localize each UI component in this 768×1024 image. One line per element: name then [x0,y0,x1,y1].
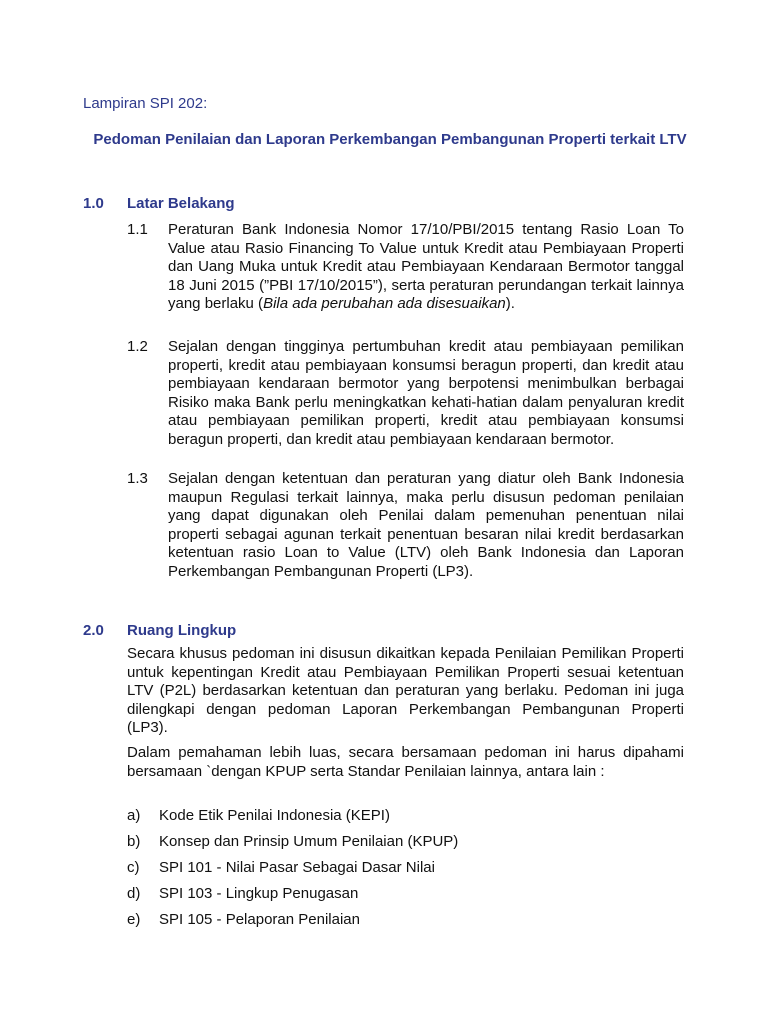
item-1-1-tail: ). [505,295,515,313]
item-1-3-number: 1.3 [127,470,148,487]
list-item-c-letter: c) [127,859,140,876]
section-2-number: 2.0 [83,622,104,639]
section-2-paragraph-1: Secara khusus pedoman ini disusun dikaitkan kepada Penilaian Pemilikan Properti untuk kepentingan Kredit atau Pembiayaan Pemilikan Properti sesuai ketentuan LTV (P2L) berdasarkan ketentuan dan peraturan yang berlaku. Pedoman ini juga dilengkapi dengan pedoman Laporan Perkembangan Pembangunan Properti (LP3). [127,645,684,737]
section-1-title: Latar Belakang [127,195,235,212]
section-1-number: 1.0 [83,195,104,212]
item-1-1-text [168,221,684,314]
section-2-paragraph-2: Dalam pemahaman lebih luas, secara bersamaan pedoman ini harus dipahami bersamaan `dengan KPUP serta Standar Penilaian lainnya, antara lain : [127,744,684,780]
item-1-2-number: 1.2 [127,338,148,355]
item-1-2-text: Sejalan dengan tingginya pertumbuhan kredit atau pembiayaan pemilikan properti, kredit atau pembiayaan konsumsi beragun properti, dan kredit atau pembiayaan kendaraan bermotor yang berpotensi menimbulkan berbagai Risiko maka Bank perlu meningkatkan kehati-hatian dalam penyaluran kredit atau pembiayaan pemilikan properti, kredit atau pembiayaan konsumsi beragun properti, dan kredit atau pembiayaan kendaraan bermotor. [168,338,684,448]
item-1-1-body: Peraturan Bank Indonesia Nomor 17/10/PBI/2015 tentang Rasio Loan To Value atau Rasio Financing To Value untuk Kredit atau Pembiayaan Properti dan Uang Muka untuk Kredit atau Pembiayaan Kendaraan Bermotor tanggal 18 Juni 2015 (”PBI 17/10/2015”), serta peraturan perundangan terkait lainnya yang berlaku ( [168,221,684,313]
list-item-b-letter: b) [127,833,141,850]
section-2-title: Ruang Lingkup [127,622,237,639]
list-item-d-letter: d) [127,885,141,902]
list-item-e-text: SPI 105 - Pelaporan Penilaian [159,911,360,928]
list-item-d-text: SPI 103 - Lingkup Penugasan [159,885,359,902]
document-title: Pedoman Penilaian dan Laporan Perkembangan Pembangunan Properti terkait LTV [93,131,687,148]
item-1-3-text: Sejalan dengan ketentuan dan peraturan yang diatur oleh Bank Indonesia maupun Regulasi terkait lainnya, maka perlu disusun pedoman penilaian yang dapat digunakan oleh Penilai dalam pemenuhan penentuan nilai properti sebagai agunan terkait penentuan besaran nilai kredit berdasarkan ketentuan rasio Loan to Value (LTV) oleh Bank Indonesia dan Laporan Perkembangan Pembangunan Properti (LP3). [168,470,684,580]
list-item-a-letter: a) [127,807,141,824]
attachment-label: Lampiran SPI 202: [83,95,208,112]
list-item-a-text: Kode Etik Penilai Indonesia (KEPI) [159,807,390,824]
list-item-e-letter: e) [127,911,141,928]
item-1-1-number: 1.1 [127,221,148,238]
list-item-c-text: SPI 101 - Nilai Pasar Sebagai Dasar Nilai [159,859,435,876]
item-1-1-italic: Bila ada perubahan ada disesuaikan [263,295,506,313]
list-item-b-text: Konsep dan Prinsip Umum Penilaian (KPUP) [159,833,459,850]
